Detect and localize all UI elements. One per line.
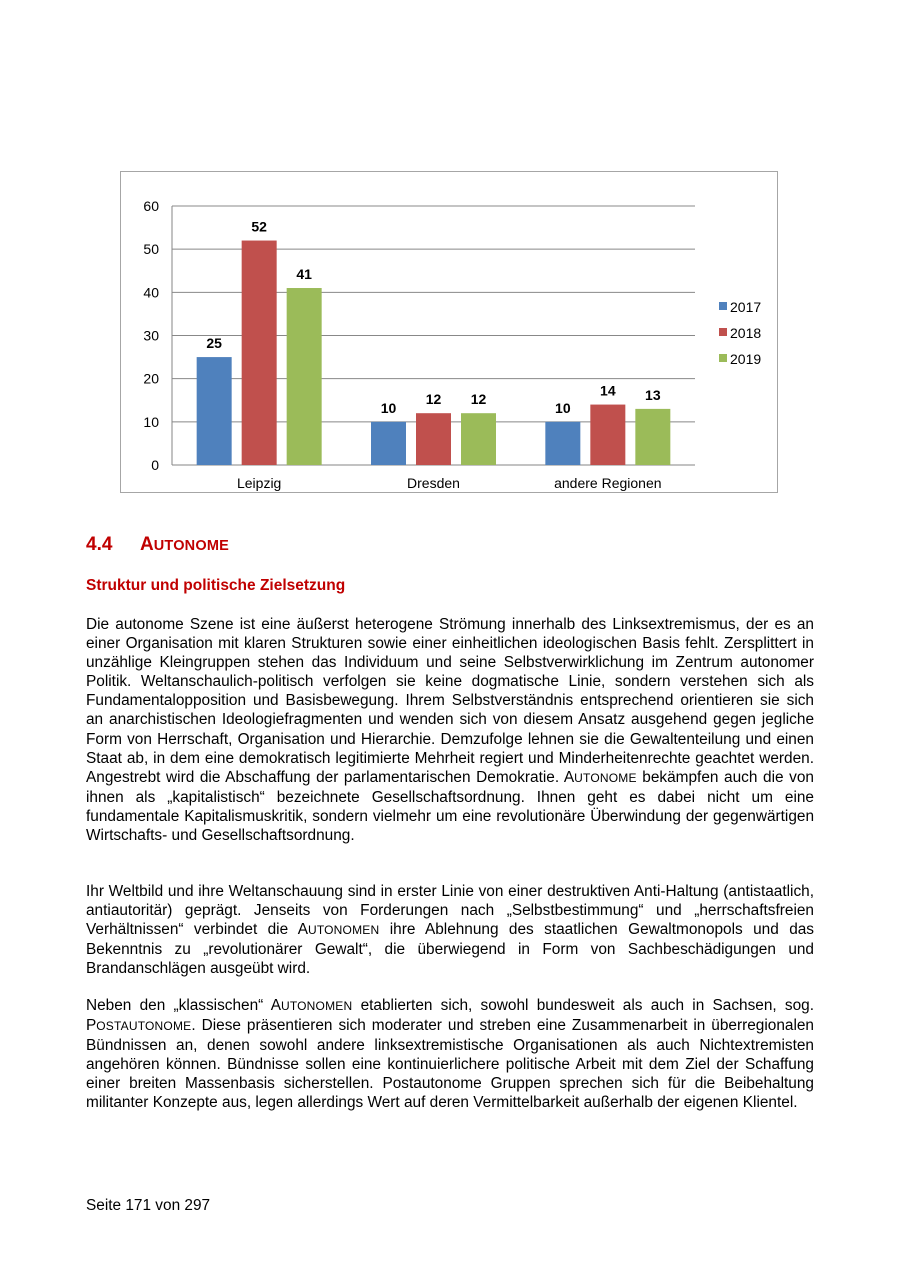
legend-label-2017: 2017	[730, 299, 762, 315]
legend-swatch-2018	[719, 328, 727, 336]
paragraph-text: Ihr Weltbild und ihre Weltanschauung sind in erster Linie von einer destruktiven Anti-Haltung (antistaatlich, antiautoritär) geprägt. Jenseits von Forderungen nach „Selbstbestimmung“ und „herrschaftsfreien Verhältnissen“ verbindet die	[86, 883, 814, 939]
term-autonomen: AUTONOMEN	[270, 997, 353, 1014]
subheading: Struktur und politische Zielsetzung	[86, 577, 346, 594]
data-label: 10	[555, 399, 571, 416]
data-label: 14	[600, 382, 616, 399]
bar-2019-andere-regionen	[635, 409, 670, 465]
paragraph-text: Neben den „klassischen“	[86, 997, 271, 1014]
x-tick-label: Dresden	[407, 475, 460, 491]
legend-swatch-2017	[719, 302, 727, 310]
bar-2017-andere-regionen	[545, 422, 580, 465]
term-autonomen: AUTONOMEN	[297, 921, 380, 939]
y-tick-label: 20	[143, 370, 159, 387]
y-tick-label: 50	[143, 241, 159, 258]
x-tick-label: andere Regionen	[554, 475, 662, 491]
paragraph-1	[86, 615, 814, 845]
data-label: 13	[645, 386, 661, 403]
bar-2018-dresden	[416, 413, 451, 465]
y-tick-label: 30	[143, 327, 159, 344]
bar-2019-leipzig	[287, 288, 322, 465]
term-autonome: AUTONOME	[563, 768, 637, 786]
bar-2017-leipzig	[197, 357, 232, 465]
legend-label-2019: 2019	[730, 351, 762, 367]
bar-2019-dresden	[461, 413, 496, 465]
paragraph-text: bekämpfen auch die von ihnen als „kapitalistisch“ bezeichnete Gesellschaftsordnung. Ihnen geht es dabei nicht um eine fundamentale Kapitalismuskritik, sondern vielmehr um eine revolutionäre Überwindung der gegenwärtigen Wirtschafts- und Gesellschaftsordnung.	[86, 768, 814, 845]
bar-chart	[120, 171, 778, 493]
x-tick-label: Leipzig	[236, 475, 282, 491]
page-footer: Seite 171 von 297	[86, 1197, 211, 1214]
data-label: 52	[251, 218, 267, 235]
legend-swatch-2019	[719, 354, 727, 362]
paragraph-3	[86, 996, 814, 1113]
y-tick-label: 0	[151, 457, 159, 473]
data-label: 25	[206, 335, 222, 352]
bar-2018-andere-regionen	[590, 405, 625, 465]
section-number: 4.4	[86, 534, 113, 555]
y-tick-label: 60	[143, 198, 159, 214]
data-label: 10	[380, 399, 397, 416]
section-heading	[86, 534, 229, 556]
paragraph-text: etablierten sich, sowohl bundesweit als auch in Sachsen, sog.	[352, 997, 814, 1014]
paragraph-text: ihre Ablehnung des staatlichen Gewaltmonopols und das Bekenntnis zu „revolutionärer Gewalt“, die überwiegend in Form von Sachbeschädigungen und Brandanschlägen ausgeübt wird.	[86, 921, 815, 978]
bar-2018-leipzig	[242, 241, 277, 465]
paragraph-text: . Diese präsentieren sich moderater und streben eine Zusammenarbeit in überregionalen Bündnissen an, denen sowohl andere linksextremistische Organisationen als auch Nichtextremisten angehören können. Bündnisse sollen eine kontinuierlichere politische Arbeit mit dem Ziel der Schaffung einer breiten Massenbasis sicherstellen. Postautonome Gruppen sprechen sich für die Beibehaltung militanter Konzepte aus, legen allerdings Wert auf deren Vermittelbarkeit außerhalb der eigenen Klientel.	[86, 1017, 814, 1112]
chart-canvas	[121, 172, 777, 492]
paragraph-2	[86, 882, 814, 978]
bar-2017-dresden	[371, 422, 406, 465]
section-title-rest: UTONOME	[153, 538, 229, 554]
data-label: 12	[470, 391, 487, 408]
y-tick-label: 10	[143, 413, 159, 430]
term-postautonome: POSTAUTONOME	[86, 1017, 192, 1035]
paragraph-text: Die autonome Szene ist eine äußerst heterogene Strömung innerhalb des Linksextremismus, der es an einer Organisation mit klaren Strukturen sowie einer einheitlichen ideologischen Basis fehlt. Zersplittert in unzählige Kleingruppen stehen das Individuum und seine Selbstverwirklichung im Zentrum autonomer Politik. Weltanschaulich-politisch verfolgen sie keine dogmatische Linie, sondern verstehen sich als Fundamentalopposition und Basisbewegung. Ihrem Selbstverständnis entsprechend orientieren sie sich an anarchistischen Ideologiefragmenten und wenden sich von diesem Ansatz ausgehend gegen jegliche Form von Herrschaft, Organisation und Hierarchie. Demzufolge lehnen sie die Gewaltenteilung und einen Staat ab, in dem eine demokratisch legitimierte Mehrheit regiert und Minderheitenrechte geachtet werden. Angestrebt wird die Abschaffung der parlamentarischen Demokratie.	[86, 616, 814, 786]
section-title-initial: A	[140, 534, 154, 555]
data-label: 12	[425, 391, 442, 408]
y-tick-label: 40	[143, 284, 159, 301]
legend-label-2018: 2018	[730, 325, 762, 341]
data-label: 41	[296, 266, 312, 283]
